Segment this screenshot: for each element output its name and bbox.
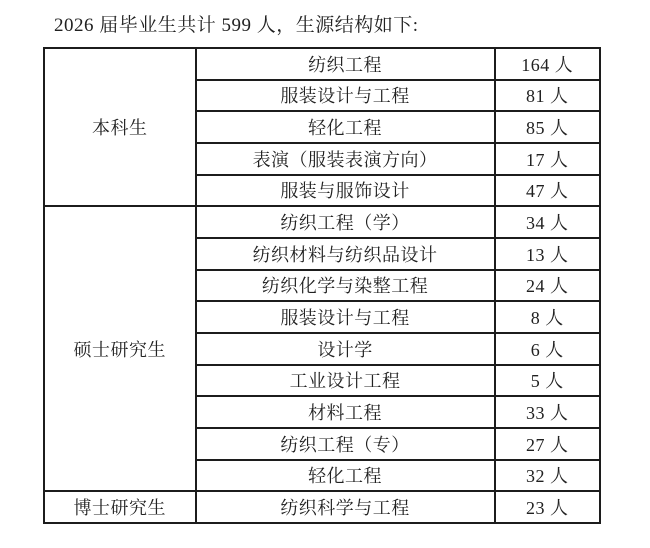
major-name-cell: 设计学 <box>196 333 495 365</box>
student-count-cell: 47 人 <box>495 175 600 207</box>
student-count-cell: 81 人 <box>495 80 600 112</box>
student-count-cell: 6 人 <box>495 333 600 365</box>
student-count-cell: 13 人 <box>495 238 600 270</box>
student-count-cell: 164 人 <box>495 48 600 80</box>
major-name-cell: 轻化工程 <box>196 460 495 492</box>
enrollment-structure-table <box>43 47 601 524</box>
major-name-cell: 轻化工程 <box>196 111 495 143</box>
enrollment-table-body <box>44 48 600 523</box>
student-count-cell: 8 人 <box>495 301 600 333</box>
major-name-cell: 服装与服饰设计 <box>196 175 495 207</box>
student-count-cell: 33 人 <box>495 396 600 428</box>
table-row <box>44 48 600 80</box>
major-name-cell: 材料工程 <box>196 396 495 428</box>
major-name-cell: 工业设计工程 <box>196 365 495 397</box>
major-name-cell: 纺织化学与染整工程 <box>196 270 495 302</box>
group-label-cell: 硕士研究生 <box>44 206 196 491</box>
major-name-cell: 纺织工程 <box>196 48 495 80</box>
student-count-cell: 17 人 <box>495 143 600 175</box>
major-name-cell: 纺织科学与工程 <box>196 491 495 523</box>
major-name-cell: 表演（服装表演方向） <box>196 143 495 175</box>
student-count-cell: 5 人 <box>495 365 600 397</box>
major-name-cell: 服装设计与工程 <box>196 80 495 112</box>
student-count-cell: 27 人 <box>495 428 600 460</box>
student-count-cell: 24 人 <box>495 270 600 302</box>
student-count-cell: 85 人 <box>495 111 600 143</box>
table-row <box>44 491 600 523</box>
table-row <box>44 206 600 238</box>
student-count-cell: 32 人 <box>495 460 600 492</box>
major-name-cell: 服装设计与工程 <box>196 301 495 333</box>
group-label-cell: 博士研究生 <box>44 491 196 523</box>
major-name-cell: 纺织工程（专） <box>196 428 495 460</box>
page-title: 2026 届毕业生共计 599 人，生源结构如下: <box>54 15 419 36</box>
student-count-cell: 34 人 <box>495 206 600 238</box>
major-name-cell: 纺织工程（学） <box>196 206 495 238</box>
student-count-cell: 23 人 <box>495 491 600 523</box>
group-label-cell: 本科生 <box>44 48 196 206</box>
major-name-cell: 纺织材料与纺织品设计 <box>196 238 495 270</box>
